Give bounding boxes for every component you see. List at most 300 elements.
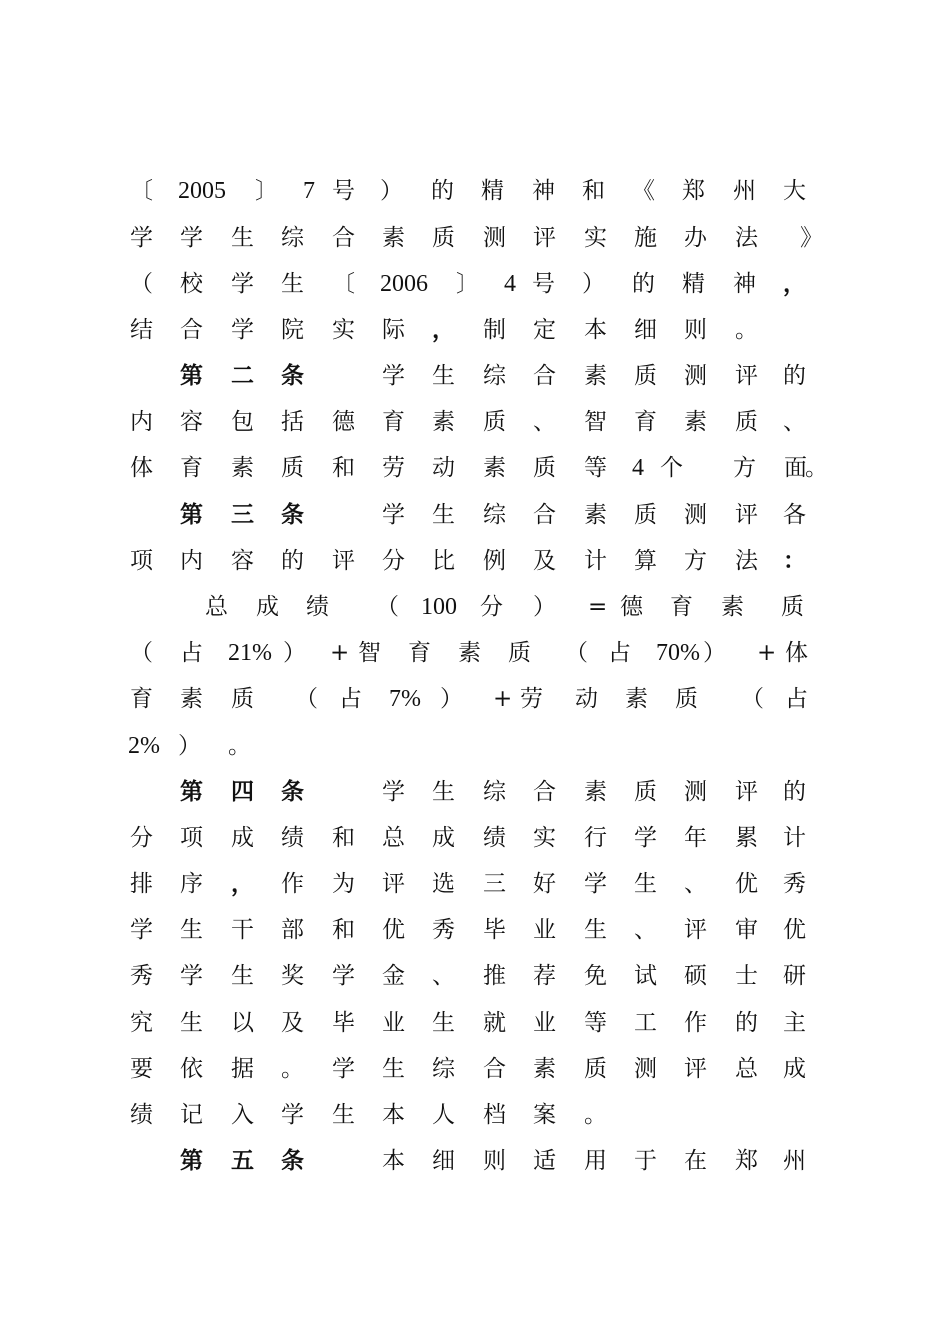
text-token: 素 [584,502,607,528]
text-token: 行 [584,825,607,851]
text-token: 生 [180,917,203,943]
text-token: 记 [180,1102,203,1128]
text-token: 等 [584,455,607,481]
text-token: 括 [281,409,304,435]
text-token: 据 [231,1056,254,1082]
text-token: 评 [332,548,355,574]
text-token: 案 [533,1102,556,1128]
text-token: 素 [625,686,648,712]
text-token: 年 [684,825,707,851]
text-token: 7% [389,686,421,712]
text-token: 本 [584,317,607,343]
text-token: 奖 [281,963,304,989]
text-line [0,453,950,499]
text-token: 测 [483,225,506,251]
text-token: 人 [432,1102,455,1128]
text-token: 细 [432,1148,455,1174]
text-token: 神 [733,271,756,297]
text-token: 硕 [684,963,707,989]
text-line [0,777,950,823]
text-token: 评 [533,225,556,251]
text-token: 容 [231,548,254,574]
text-token: 州 [783,1148,806,1174]
text-line [0,869,950,915]
text-token: 占 [180,640,203,666]
text-token: 智 [584,409,607,435]
text-token: 优 [783,917,806,943]
text-token: 际 [382,317,405,343]
text-token: 方 [684,548,707,574]
text-token: 第 [180,1147,203,1174]
text-token: 毕 [483,917,506,943]
text-token: = [588,594,608,620]
text-token: 结 [130,317,153,343]
text-token: 的 [431,178,454,204]
text-token: 》 [800,225,823,251]
text-token: ） [703,640,726,666]
text-token: 育 [130,686,153,712]
text-token: 合 [533,363,556,389]
text-token: 生 [281,271,304,297]
text-line [0,1100,950,1146]
text-token: 生 [432,363,455,389]
text-token: 质 [432,225,455,251]
text-token: 三 [483,871,506,897]
text-token: 。 [228,733,251,759]
text-token: 素 [721,594,744,620]
text-token: 评 [684,1056,707,1082]
text-token: 质 [781,594,804,620]
text-token: 的 [735,1010,758,1036]
text-token: 试 [634,963,657,989]
text-token: 素 [382,225,405,251]
text-token: 、 [684,871,707,897]
text-token: 、 [783,409,806,435]
text-token: 生 [432,502,455,528]
text-token: 素 [584,363,607,389]
text-token: 用 [584,1148,607,1174]
text-token: 4 [632,455,644,481]
text-token: 在 [684,1148,707,1174]
text-token: 质 [634,363,657,389]
text-token: 评 [735,779,758,805]
text-token: 精 [481,178,504,204]
text-token: 序 [180,871,203,897]
text-token: 内 [180,548,203,574]
text-token: 学 [634,825,657,851]
text-token: 条 [281,778,304,805]
text-token: 学 [332,963,355,989]
text-token: 综 [483,779,506,805]
text-token: ， [783,270,806,297]
text-token: 本 [382,1102,405,1128]
text-token: （ [130,271,153,297]
text-token: （ [130,640,153,666]
text-token: 2006 [380,271,428,297]
text-token: 成 [783,1056,806,1082]
text-token: 毕 [332,1010,355,1036]
text-token: ） [440,686,463,712]
text-token: 秀 [783,871,806,897]
text-token: 绩 [483,825,506,851]
text-token: 动 [432,455,455,481]
text-token: 。 [805,455,828,481]
text-token: 条 [281,501,304,528]
text-token: 动 [575,686,598,712]
text-token: 素 [180,686,203,712]
text-token: 总 [735,1056,758,1082]
text-token: 测 [684,363,707,389]
text-line [0,223,950,269]
text-token: 育 [634,409,657,435]
text-line [0,915,950,961]
text-token: 业 [382,1010,405,1036]
text-token: 计 [584,548,607,574]
text-token: 综 [483,363,506,389]
text-token: + [757,640,777,666]
text-token: 优 [735,871,758,897]
text-token: 100 [421,594,457,620]
text-token: 、 [634,917,657,943]
text-token: 质 [508,640,531,666]
text-token: 适 [533,1148,556,1174]
text-token: 就 [483,1010,506,1036]
text-token: 绩 [306,594,329,620]
text-token: 综 [483,502,506,528]
text-token: 学 [231,271,254,297]
text-token: 实 [533,825,556,851]
text-token: 的 [783,779,806,805]
text-token: 州 [733,178,756,204]
text-token: ， [231,870,254,897]
text-token: 秀 [130,963,153,989]
text-token: 二 [231,362,254,389]
text-token: 荐 [533,963,556,989]
text-token: 及 [281,1010,304,1036]
text-token: 育 [670,594,693,620]
text-token: 质 [584,1056,607,1082]
text-token: 郑 [735,1148,758,1174]
text-token: 合 [332,225,355,251]
text-line [0,407,950,453]
text-token: 主 [783,1010,806,1036]
text-token: 档 [483,1102,506,1128]
text-token: 的 [281,548,304,574]
text-token: 依 [180,1056,203,1082]
text-token: 测 [684,502,707,528]
text-token: 法 [735,225,758,251]
text-token: 〔 [130,178,153,204]
text-line [0,638,950,684]
text-token: 审 [735,917,758,943]
text-token: 综 [432,1056,455,1082]
text-token: 办 [684,225,707,251]
text-token: 生 [231,963,254,989]
text-token: 体 [785,640,808,666]
text-token: 免 [584,963,607,989]
text-token: （ [741,686,764,712]
text-token: 《 [632,178,655,204]
text-token: 素 [584,779,607,805]
text-token: 作 [684,1010,707,1036]
text-token: 学 [382,363,405,389]
text-token: 成 [256,594,279,620]
text-token: 劳 [520,686,543,712]
text-token: （ [295,686,318,712]
text-token: 21% [228,640,272,666]
text-token: + [493,686,513,712]
text-token: 质 [634,502,657,528]
text-token: 生 [432,779,455,805]
text-token: 素 [483,455,506,481]
text-token: ， [432,316,455,343]
text-token: 质 [231,686,254,712]
text-token: 70% [656,640,700,666]
text-token: 测 [684,779,707,805]
text-token: 要 [130,1056,153,1082]
text-token: 评 [735,502,758,528]
text-token: （ [376,594,399,620]
text-token: 本 [382,1148,405,1174]
text-token: 质 [533,455,556,481]
text-token: 素 [458,640,481,666]
text-token: 德 [620,594,643,620]
text-token: 业 [533,917,556,943]
text-token: 面 [784,455,807,481]
text-token: 方 [733,455,756,481]
text-line [0,546,950,592]
text-token: 评 [735,363,758,389]
text-token: ） [533,594,556,620]
text-token: 2% [128,733,160,759]
text-token: 学 [281,1102,304,1128]
text-token: 包 [231,409,254,435]
text-token: 第 [180,501,203,528]
text-token: 合 [483,1056,506,1082]
text-token: ） [380,178,403,204]
text-token: 7 [303,178,315,204]
text-token: 素 [533,1056,556,1082]
text-token: 制 [483,317,506,343]
text-token: 排 [130,871,153,897]
text-line [0,823,950,869]
text-token: 内 [130,409,153,435]
text-token: 各 [783,502,806,528]
text-token: 合 [533,779,556,805]
text-token: 学 [382,779,405,805]
text-token: 。 [735,317,758,343]
text-token: 研 [783,963,806,989]
text-line [0,176,950,222]
text-token: 学 [130,917,153,943]
text-token: 质 [281,455,304,481]
text-token: 三 [231,501,254,528]
text-token: 生 [634,871,657,897]
text-token: 学 [332,1056,355,1082]
text-token: ） [283,640,306,666]
text-token: 实 [584,225,607,251]
text-token: 占 [785,686,808,712]
text-token: 优 [382,917,405,943]
text-token: 的 [632,271,655,297]
text-token: 法 [735,548,758,574]
text-token: 绩 [281,825,304,851]
text-token: 生 [231,225,254,251]
text-token: 郑 [682,178,705,204]
text-token: 精 [682,271,705,297]
text-token: 、 [432,963,455,989]
text-token: 学 [382,502,405,528]
text-token: 素 [231,455,254,481]
text-token: 个 [660,455,683,481]
text-token: 选 [432,871,455,897]
text-token: 以 [231,1010,254,1036]
text-token: 和 [332,917,355,943]
text-token: 育 [408,640,431,666]
text-token: 号 [532,271,555,297]
text-token: 德 [332,409,355,435]
text-token: 第 [180,362,203,389]
text-token: 究 [130,1010,153,1036]
text-token: 生 [332,1102,355,1128]
text-token: 院 [281,317,304,343]
text-token: 算 [634,548,657,574]
text-token: 、 [533,409,556,435]
text-token: 计 [783,825,806,851]
text-token: 为 [332,871,355,897]
text-token: 总 [382,825,405,851]
text-token: 质 [735,409,758,435]
text-line [0,361,950,407]
text-token: 的 [783,363,806,389]
text-token: 生 [382,1056,405,1082]
text-token: 及 [533,548,556,574]
text-token: 士 [735,963,758,989]
text-token: 测 [634,1056,657,1082]
text-token: 育 [382,409,405,435]
text-token: 总 [205,594,228,620]
text-token: 入 [231,1102,254,1128]
text-token: 于 [634,1148,657,1174]
text-token: 质 [634,779,657,805]
text-token: ： [783,547,806,574]
text-token: 容 [180,409,203,435]
text-token: 学 [130,225,153,251]
text-token: 质 [675,686,698,712]
text-token: ） [582,271,605,297]
text-token: 作 [281,871,304,897]
text-token: 五 [231,1147,254,1174]
text-token: 成 [231,825,254,851]
text-token: 学 [180,225,203,251]
text-token: 学 [231,317,254,343]
text-token: 第 [180,778,203,805]
text-token: 生 [584,917,607,943]
text-token: 业 [533,1010,556,1036]
text-token: 。 [281,1056,304,1082]
text-line [0,315,950,361]
text-token: 学 [180,963,203,989]
text-token: 素 [684,409,707,435]
text-token: 智 [358,640,381,666]
text-token: 校 [180,271,203,297]
text-line [0,269,950,315]
text-token: + [330,640,350,666]
text-line [0,731,950,777]
text-line [0,961,950,1007]
text-token: 成 [432,825,455,851]
text-token: 项 [180,825,203,851]
text-token: 秀 [432,917,455,943]
text-line [0,592,950,638]
text-token: ） [178,733,201,759]
text-token: 工 [634,1010,657,1036]
text-token: 定 [533,317,556,343]
text-token: 比 [432,548,455,574]
text-token: 生 [180,1010,203,1036]
text-token: 施 [634,225,657,251]
text-token: 4 [504,271,516,297]
text-token: 大 [783,178,806,204]
text-token: 占 [608,640,631,666]
text-token: 条 [281,1147,304,1174]
text-line [0,1146,950,1192]
text-token: 分 [480,594,503,620]
text-token: 累 [735,825,758,851]
text-token: 项 [130,548,153,574]
text-token: 〔 [332,271,355,297]
text-token: 生 [432,1010,455,1036]
text-token: 绩 [130,1102,153,1128]
text-token: 则 [684,317,707,343]
text-token: 四 [231,778,254,805]
text-token: 神 [532,178,555,204]
text-token: 。 [584,1102,607,1128]
text-token: 评 [684,917,707,943]
text-token: 质 [483,409,506,435]
text-token: 等 [584,1010,607,1036]
text-token: 素 [432,409,455,435]
text-line [0,684,950,730]
text-token: 分 [382,548,405,574]
text-line [0,500,950,546]
text-token: 条 [281,362,304,389]
text-token: 2005 [178,178,226,204]
text-token: 〕 [255,178,278,204]
text-token: 实 [332,317,355,343]
text-token: 合 [533,502,556,528]
text-token: 和 [582,178,605,204]
text-token: （ [565,640,588,666]
text-token: 劳 [382,455,405,481]
text-token: 则 [483,1148,506,1174]
text-line [0,1054,950,1100]
text-token: 推 [483,963,506,989]
text-token: 和 [332,825,355,851]
text-token: 干 [231,917,254,943]
text-token: 和 [332,455,355,481]
text-token: 占 [339,686,362,712]
text-token: 好 [533,871,556,897]
text-token: 综 [281,225,304,251]
text-token: 评 [382,871,405,897]
text-line [0,1008,950,1054]
text-token: 金 [382,963,405,989]
text-token: 号 [332,178,355,204]
text-token: 部 [281,917,304,943]
text-token: 学 [584,871,607,897]
text-token: 体 [130,455,153,481]
